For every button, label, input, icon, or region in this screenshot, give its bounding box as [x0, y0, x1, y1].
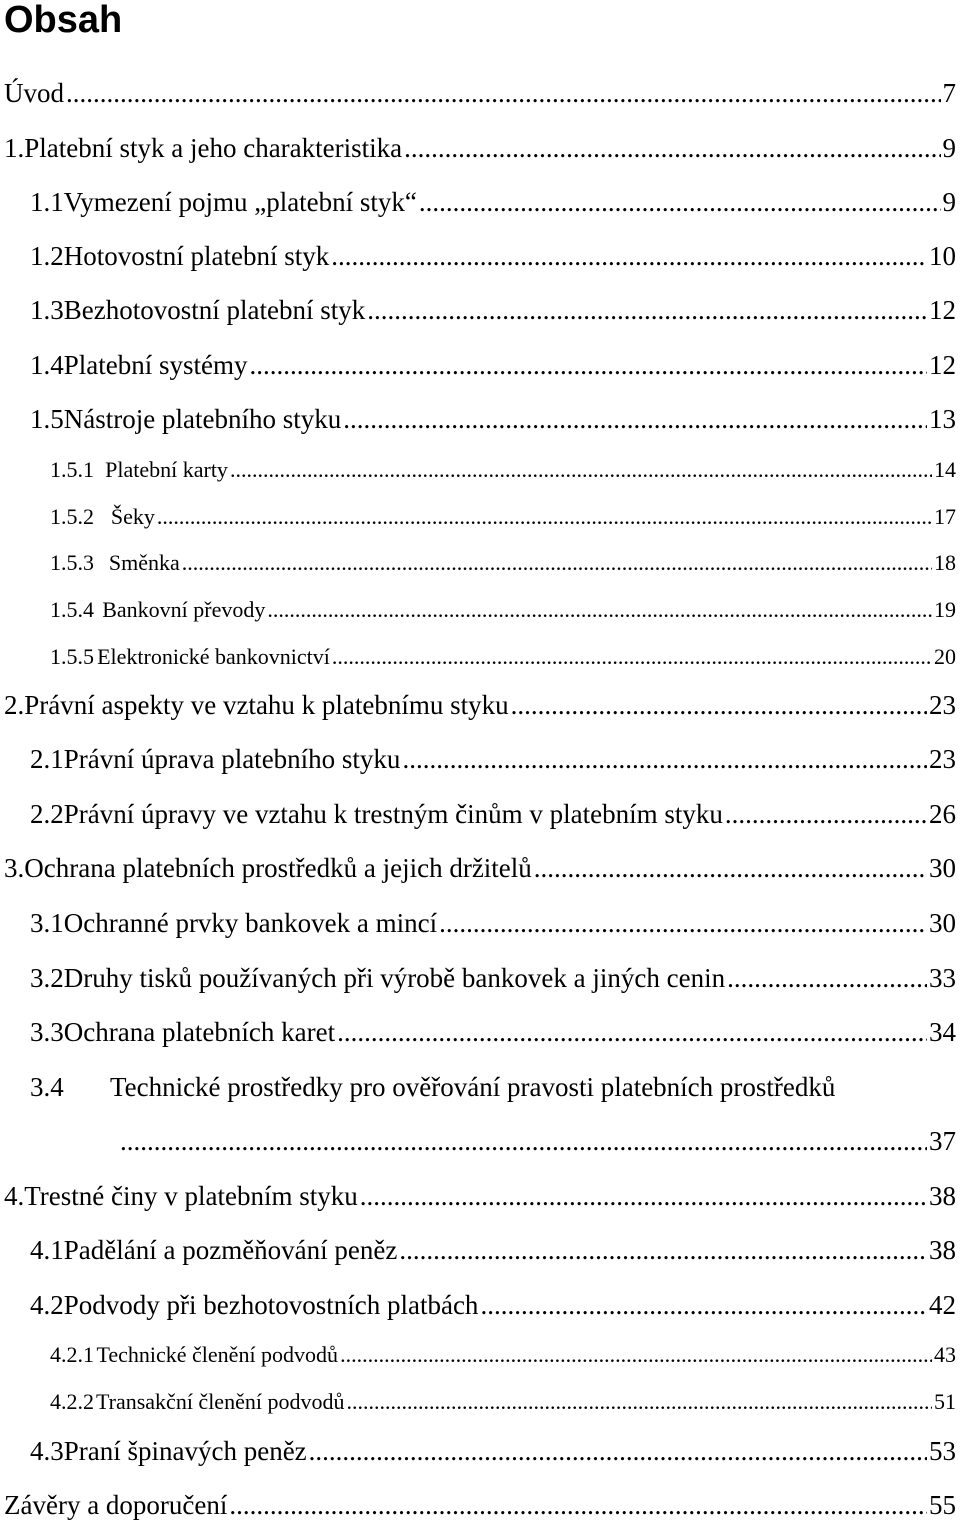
- toc-entry-page: 26: [929, 799, 956, 829]
- dot-leader: [337, 1017, 927, 1048]
- toc-entry[interactable]: [0, 404, 960, 435]
- toc-entry-number: 4.2.2: [50, 1389, 94, 1414]
- toc-entry-title: Ochranné prvky bankovek a mincí: [63, 908, 438, 938]
- toc-entry-title: Bezhotovostní platební styk: [63, 295, 366, 325]
- toc-entry-title: Ochrana platebních prostředků a jejich držitelů: [24, 853, 532, 883]
- toc-entry-number: 3.2: [30, 963, 64, 993]
- dot-leader: [229, 1490, 927, 1521]
- toc-entry-title: Elektronické bankovnictví: [97, 644, 330, 669]
- toc-entry-title: Hotovostní platební styk: [63, 241, 330, 271]
- toc-entry[interactable]: [0, 597, 960, 623]
- toc-entry-page: 30: [929, 908, 956, 938]
- dot-leader: [727, 963, 927, 994]
- toc-entry[interactable]: [0, 799, 960, 830]
- toc-entry-title: Šeky: [110, 504, 155, 529]
- toc-entry-title: Platební styk a jeho charakteristika: [24, 133, 403, 163]
- dot-leader: [267, 597, 932, 623]
- dot-leader: [439, 908, 927, 939]
- toc-entry-title: Úvod: [4, 78, 64, 108]
- dot-leader: [725, 799, 927, 830]
- toc-entry-number: 3.1: [30, 908, 64, 938]
- toc-entry[interactable]: [0, 1290, 960, 1321]
- toc-entry-page: 37: [929, 1126, 956, 1156]
- toc-entry-title: Transakční členění podvodů: [95, 1389, 345, 1414]
- toc-entry-number: 2.: [4, 690, 25, 720]
- dot-leader: [346, 1389, 932, 1415]
- toc-entry-page: 55: [929, 1490, 956, 1520]
- toc-entry-number: 1.2: [30, 241, 64, 271]
- toc-entry-title: Vymezení pojmu „platební styk“: [63, 187, 417, 217]
- dot-leader: [511, 690, 927, 721]
- toc-entry-title: Platební karty: [105, 457, 228, 482]
- toc-entry-title: Technické členění podvodů: [96, 1342, 339, 1367]
- toc-entry-page: 9: [942, 187, 956, 217]
- toc-entry-page: 42: [929, 1290, 956, 1320]
- toc-entry-title: Směnka: [108, 550, 180, 575]
- toc-entry[interactable]: [0, 1436, 960, 1467]
- dot-leader: [360, 1181, 927, 1212]
- toc-entry-number: 3.: [4, 853, 25, 883]
- dot-leader: [182, 550, 932, 576]
- toc-entry[interactable]: [0, 963, 960, 994]
- toc-entry-title: Podvody při bezhotovostních platbách: [63, 1290, 479, 1320]
- toc-entry-number: 1.3: [30, 295, 64, 325]
- toc-entry-number: 1.5.2: [50, 504, 94, 529]
- toc-entry[interactable]: [0, 1235, 960, 1266]
- toc-entry-title: Praní špinavých peněz: [63, 1436, 307, 1466]
- toc-entry-title: Platební systémy: [63, 350, 248, 380]
- dot-leader: [120, 1126, 927, 1157]
- toc-entry-number: 4.2: [30, 1290, 64, 1320]
- toc-entry[interactable]: [0, 1181, 960, 1212]
- toc-entry-title: Druhy tisků používaných při výrobě bankovek a jiných cenin: [63, 963, 726, 993]
- dot-leader: [419, 187, 941, 218]
- toc-entry-page: 23: [929, 690, 956, 720]
- toc-entry-title: Právní úprava platebního styku: [63, 744, 401, 774]
- toc-entry-page: 14: [934, 457, 956, 482]
- toc-entry-page: 38: [929, 1235, 956, 1265]
- dot-leader: [404, 133, 940, 164]
- toc-entry[interactable]: [0, 457, 960, 483]
- toc-entry-page: 20: [934, 644, 956, 669]
- dot-leader: [157, 504, 932, 530]
- page-title: Obsah: [4, 0, 123, 41]
- toc-entry-number: 1.1: [30, 187, 64, 217]
- toc-entry-number: 2.2: [30, 799, 64, 829]
- toc-entry-page: 10: [929, 241, 956, 271]
- toc-entry[interactable]: [0, 550, 960, 576]
- toc-entry[interactable]: [0, 295, 960, 326]
- toc-entry-number: 1.5.5: [50, 644, 94, 669]
- dot-leader: [343, 404, 927, 435]
- toc-entry-page: 53: [929, 1436, 956, 1466]
- toc-entry-title: Technické prostředky pro ověřování pravosti platebních prostředků: [110, 1072, 836, 1102]
- dot-leader: [66, 78, 941, 109]
- toc-entry-title: Závěry a doporučení: [4, 1490, 228, 1520]
- toc-entry-number: 1.5: [30, 404, 64, 434]
- toc-entry-page: 33: [929, 963, 956, 993]
- dot-leader: [340, 1342, 932, 1368]
- toc-entry-page: 38: [929, 1181, 956, 1211]
- toc-entry[interactable]: [0, 187, 960, 218]
- toc-entry[interactable]: [0, 1342, 960, 1368]
- toc-entry[interactable]: [0, 853, 960, 884]
- toc-entry-number: 4.3: [30, 1436, 64, 1466]
- toc-entry[interactable]: [0, 908, 960, 939]
- toc-entry-page: 30: [929, 853, 956, 883]
- toc-entry-number: 1.5.4: [50, 597, 94, 622]
- dot-leader: [309, 1436, 927, 1467]
- toc-entry-number: 3.4: [30, 1072, 64, 1102]
- toc-entry[interactable]: [0, 1126, 960, 1157]
- toc-entry-page: 19: [934, 597, 956, 622]
- toc-entry-page: 13: [929, 404, 956, 434]
- toc-entry-title: Bankovní převody: [102, 597, 266, 622]
- toc-entry[interactable]: [0, 504, 960, 530]
- toc-entry-number: 1.4: [30, 350, 64, 380]
- toc-entry[interactable]: [0, 241, 960, 272]
- toc-entry-number: 2.1: [30, 744, 64, 774]
- toc-entry[interactable]: [0, 690, 960, 721]
- toc-entry-page: 12: [929, 295, 956, 325]
- toc-entry[interactable]: [0, 1490, 960, 1521]
- toc-entry-number: 1.: [4, 133, 25, 163]
- toc-entry-page: 18: [934, 550, 956, 575]
- toc-entry-number: 4.2.1: [50, 1342, 94, 1367]
- toc-entry-title: Právní aspekty ve vztahu k platebnímu styku: [24, 690, 509, 720]
- toc-entry-page: 34: [929, 1017, 956, 1047]
- dot-leader: [250, 350, 928, 381]
- toc-entry-number: 1.5.1: [50, 457, 94, 482]
- toc-entry-title: Právní úpravy ve vztahu k trestným činům v platebním styku: [63, 799, 723, 829]
- dot-leader: [332, 644, 932, 670]
- dot-leader: [331, 241, 927, 272]
- dot-leader: [402, 744, 927, 775]
- toc-entry-page: 12: [929, 350, 956, 380]
- toc-entry-number: 1.5.3: [50, 550, 94, 575]
- toc-entry[interactable]: [0, 1017, 960, 1048]
- toc-entry-page: 9: [942, 133, 956, 163]
- toc-entry-title: Padělání a pozměňování peněz: [63, 1235, 398, 1265]
- dot-leader: [367, 295, 927, 326]
- toc-entry-page: 23: [929, 744, 956, 774]
- toc-entry-page: 7: [942, 78, 956, 108]
- dot-leader: [480, 1290, 927, 1321]
- toc-entry[interactable]: [0, 133, 960, 164]
- toc-entry-number: 4.1: [30, 1235, 64, 1265]
- toc-entry[interactable]: [0, 350, 960, 381]
- toc-entry-number: 4.: [4, 1181, 25, 1211]
- toc-entry-page: 17: [934, 504, 956, 529]
- toc-entry-title: Trestné činy v platebním styku: [24, 1181, 358, 1211]
- toc-entry-title: Nástroje platebního styku: [63, 404, 342, 434]
- dot-leader: [534, 853, 927, 884]
- toc-entry[interactable]: [0, 1389, 960, 1415]
- toc-entry-number: 3.3: [30, 1017, 64, 1047]
- dot-leader: [230, 457, 932, 483]
- toc-entry-title: Ochrana platebních karet: [63, 1017, 336, 1047]
- toc-entry-page: 51: [934, 1389, 956, 1414]
- toc-entry[interactable]: [0, 744, 960, 775]
- dot-leader: [399, 1235, 927, 1266]
- toc-entry[interactable]: [0, 1072, 960, 1103]
- toc-entry[interactable]: [0, 644, 960, 670]
- toc-entry[interactable]: [0, 78, 960, 109]
- toc-entry-page: 43: [934, 1342, 956, 1367]
